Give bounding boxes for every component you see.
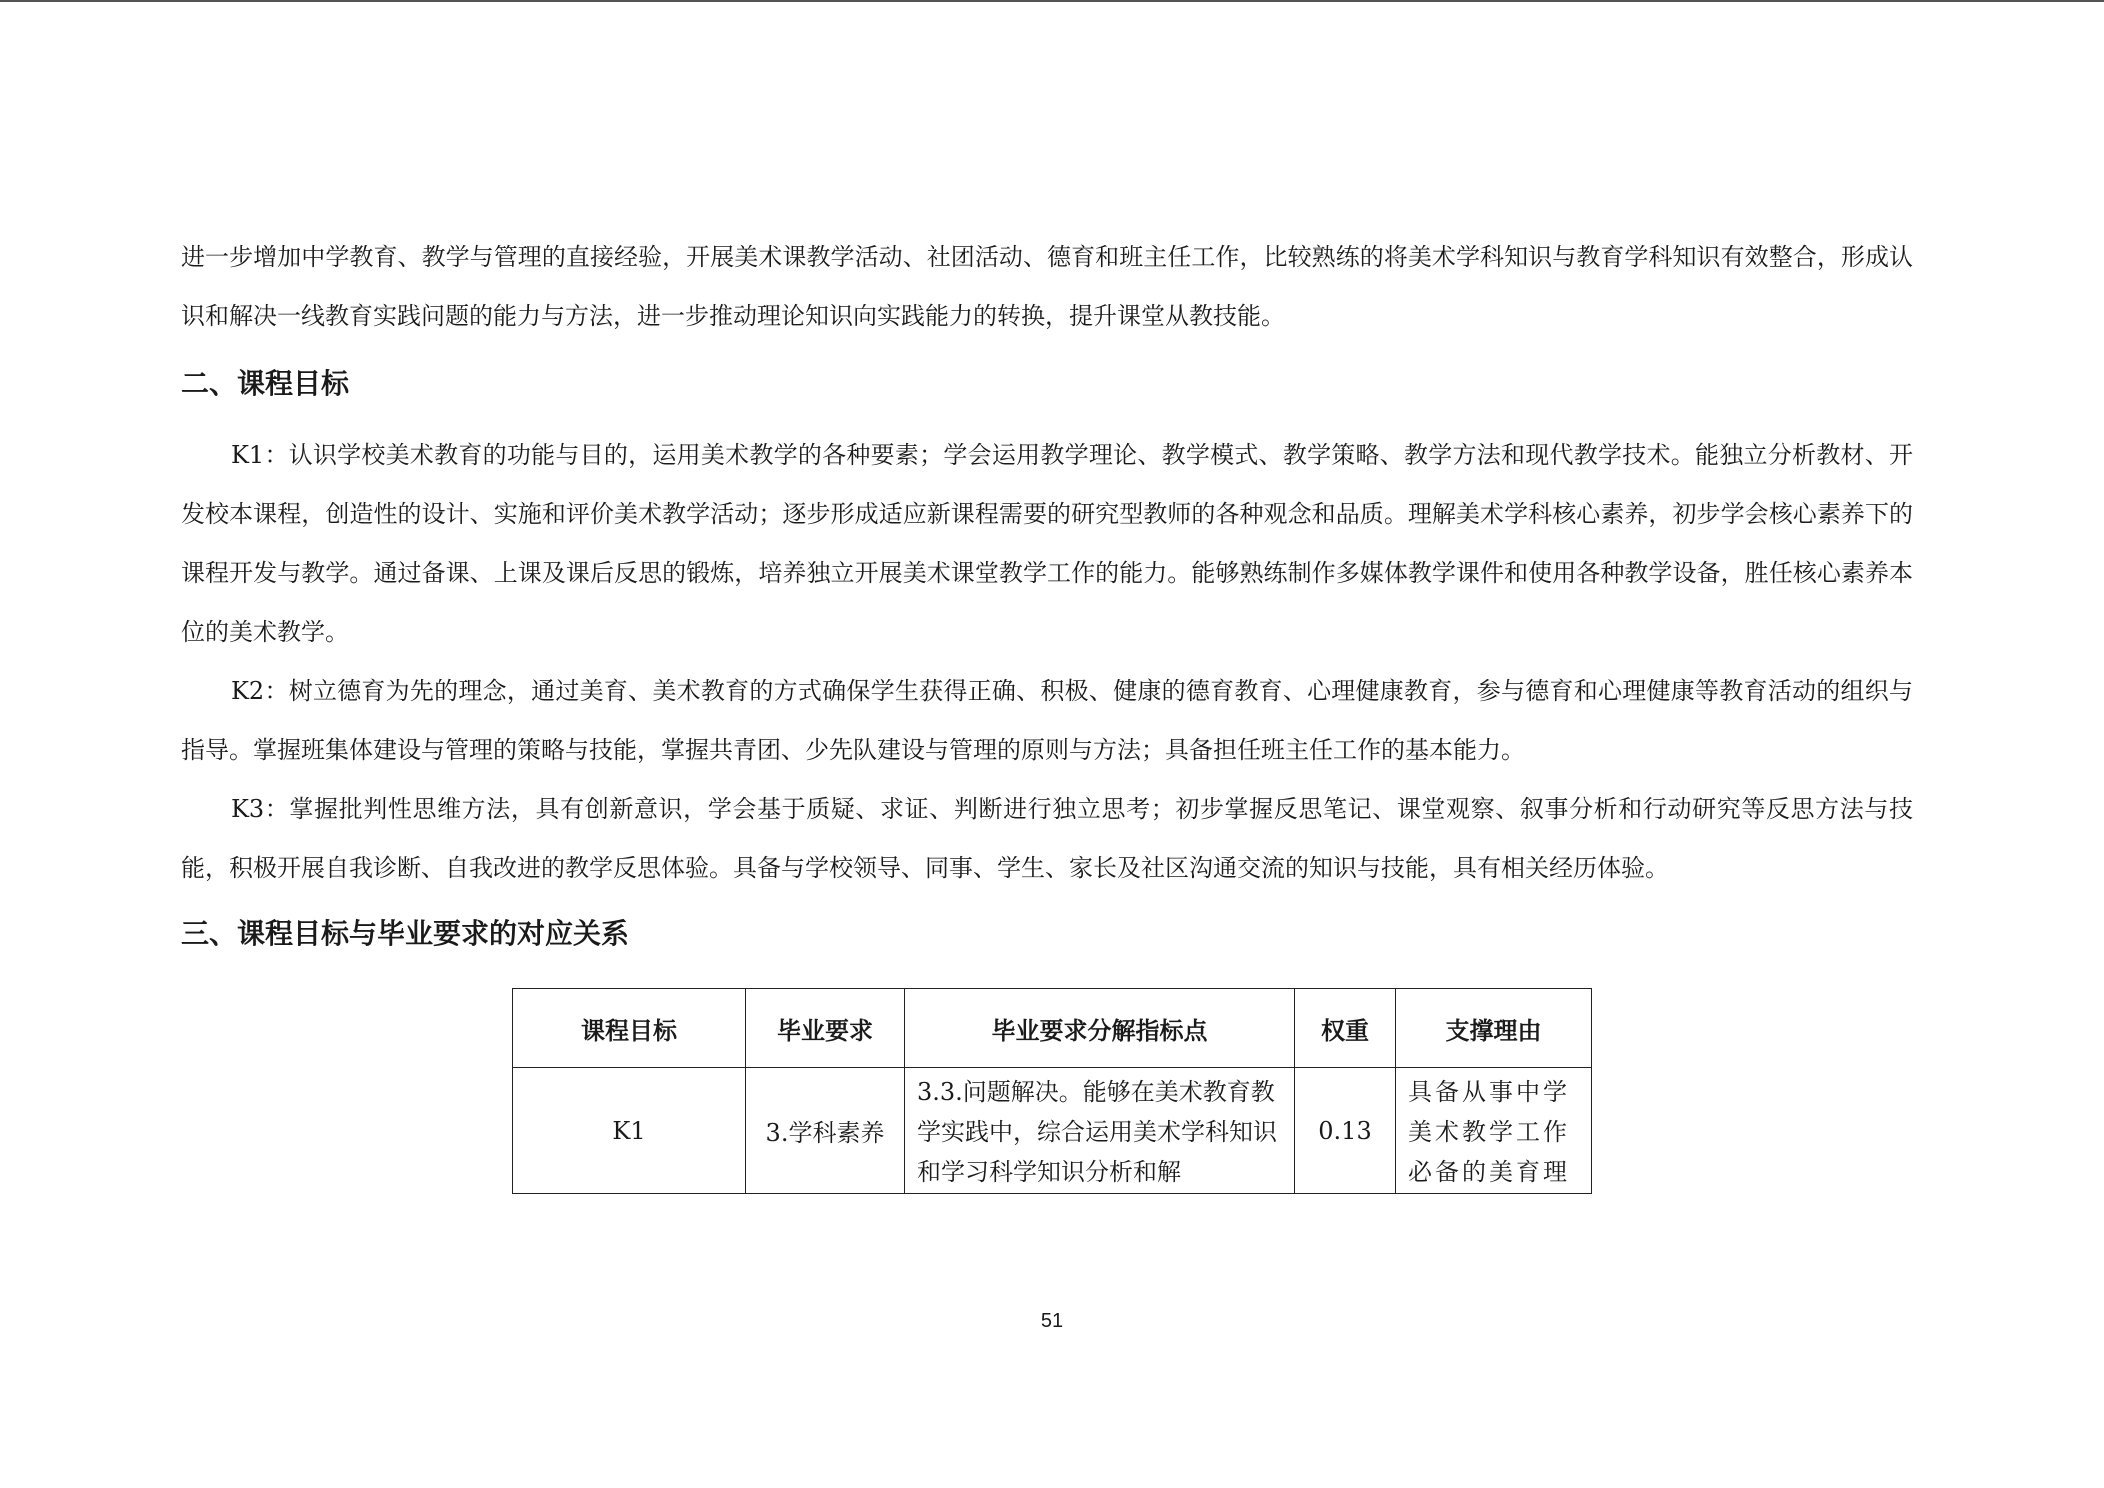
document-page — [181, 228, 1913, 1194]
objective-k3-paragraph: K3：掌握批判性思维方法，具有创新意识，学会基于质疑、求证、判断进行独立思考；初步掌握反思笔记、课堂观察、叙事分析和行动研究等反思方法与技能，积极开展自我诊断、自我改进的教学反思体验。具备与学校领导、同事、学生、家长及社区沟通交流的知识与技能，具有相关经历体验。 — [181, 795, 1913, 882]
table-header-row — [513, 989, 1592, 1068]
header-graduation-requirement: 毕业要求 — [746, 989, 905, 1068]
cell-reason — [1396, 1068, 1592, 1194]
header-course-objective: 课程目标 — [513, 989, 746, 1068]
intro-paragraph: 进一步增加中学教育、教学与管理的直接经验，开展美术课教学活动、社团活动、德育和班主任工作，比较熟练的将美术学科知识与教育学科知识有效整合，形成认识和解决一线教育实践问题的能力与方法，进一步推动理论知识向实践能力的转换，提升课堂从教技能。 — [181, 243, 1913, 330]
section-heading-objective-mapping: 三、课程目标与毕业要求的对应关系 — [181, 917, 630, 950]
page-number: 51 — [1040, 1310, 1064, 1332]
objective-k2-paragraph: K2：树立德育为先的理念，通过美育、美术教育的方式确保学生获得正确、积极、健康的德育教育、心理健康教育，参与德育和心理健康等教育活动的组织与指导。掌握班集体建设与管理的策略与技能，掌握共青团、少先队建设与管理的原则与方法；具备担任班主任工作的基本能力。 — [181, 677, 1913, 764]
header-support-reason: 支撑理由 — [1396, 989, 1592, 1068]
cell-indicator-text: 3.3.问题解决。能够在美术教育教学实践中，综合运用美术学科知识和学习科学知识分析和解 — [917, 1077, 1277, 1186]
header-indicator-point: 毕业要求分解指标点 — [905, 989, 1295, 1068]
cell-objective: K1 — [513, 1068, 746, 1194]
cell-indicator — [905, 1068, 1295, 1194]
top-border-line — [0, 0, 2104, 2]
header-weight: 权重 — [1295, 989, 1396, 1068]
objective-k1-paragraph: K1：认识学校美术教育的功能与目的，运用美术教学的各种要素；学会运用教学理论、教学模式、教学策略、教学方法和现代教学技术。能独立分析教材、开发校本课程，创造性的设计、实施和评价美术教学活动；逐步形成适应新课程需要的研究型教师的各种观念和品质。理解美术学科核心素养，初步学会核心素养下的课程开发与教学。通过备课、上课及课后反思的锻炼，培养独立开展美术课堂教学工作的能力。能够熟练制作多媒体教学课件和使用各种教学设备，胜任核心素养本位的美术教学。 — [181, 441, 1913, 646]
table-row — [513, 1068, 1592, 1194]
cell-requirement: 3.学科素养 — [746, 1068, 905, 1194]
cell-reason-text: 具备从事中学美术教学工作必备的美育理 — [1408, 1077, 1570, 1186]
objective-mapping-table — [512, 988, 1592, 1194]
section-heading-course-objectives: 二、课程目标 — [181, 367, 350, 400]
cell-weight: 0.13 — [1295, 1068, 1396, 1194]
